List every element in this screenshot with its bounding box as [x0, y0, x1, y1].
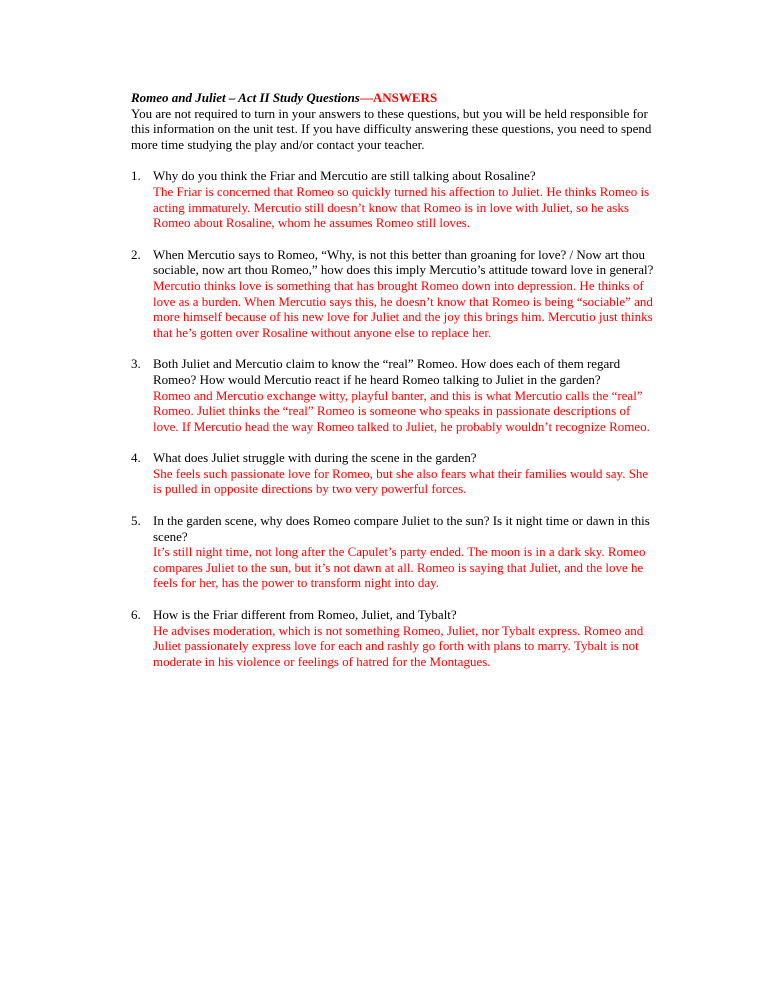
question-number: 4. — [131, 450, 141, 466]
title-answers-label: —ANSWERS — [359, 90, 438, 105]
answer-text: It’s still night time, not long after the Capulet’s party ended. The moon is in a dark sky. Romeo compares Juliet to the sun, but it’s not dawn at all. Romeo is saying that Juliet, and the love he feels for her, has the power to transform night into day. — [153, 544, 646, 591]
question-number: 1. — [131, 168, 141, 184]
question-number: 6. — [131, 607, 141, 623]
answer-text: He advises moderation, which is not something Romeo, Juliet, nor Tybalt express. Romeo and Juliet passionately express love for each and rashly go forth with plans to marry. Tybalt is not moderate in his violence or feelings of hatred for the Montagues. — [153, 622, 644, 669]
question-number: 5. — [131, 513, 141, 529]
question-text: In the garden scene, why does Romeo compare Juliet to the sun? Is it night time or dawn in this scene? — [153, 513, 650, 544]
answer-text: She feels such passionate love for Romeo, but she also fears what their families would say. She is pulled in opposite directions by two very powerful forces. — [153, 465, 649, 497]
title-book-name: Romeo and Juliet — [131, 90, 226, 105]
answer-text: Romeo and Mercutio exchange witty, playful banter, and this is what Mercutio calls the “real” Romeo. Juliet thinks the “real” Romeo is someone who speaks in passionate descriptions of love. If Mercutio head the way Romeo talked to Juliet, he probably wouldn’t recognize Romeo. — [153, 387, 650, 434]
question-text: When Mercutio says to Romeo, “Why, is not this better than groaning for love? / Now art thou sociable, now art thou Romeo,” how does this imply Mercutio’s attitude toward love in general? — [153, 246, 654, 278]
question-block-6 — [131, 607, 658, 669]
question-text: How is the Friar different from Romeo, Juliet, and Tybalt? — [153, 607, 457, 623]
question-number: 2. — [131, 246, 141, 262]
intro-paragraph: You are not required to turn in your answers to these questions, but you will be held responsible for this information on the unit test. If you have difficulty answering these questions, you need to spend more time studying the play and/or contact your teacher. — [131, 105, 652, 152]
question-block-4 — [131, 450, 658, 497]
title-rest: – Act II Study Questions — [225, 90, 360, 105]
answer-text: Mercutio thinks love is something that has brought Romeo down into depression. He thinks of love as a burden. When Mercutio says this, he doesn’t know that Romeo is being “sociable” and more himself because of his new love for Juliet and the joy this brings him. Mercutio just thinks that he’s gotten over Rosaline without anyone else to replace her. — [153, 277, 653, 340]
document-title — [131, 90, 658, 106]
question-block-2 — [131, 247, 658, 341]
question-block-1 — [131, 168, 658, 230]
question-text: What does Juliet struggle with during the scene in the garden? — [153, 450, 477, 466]
question-block-3 — [131, 356, 658, 434]
question-text: Both Juliet and Mercutio claim to know the “real” Romeo. How does each of them regard Romeo? How would Mercutio react if he heard Romeo talking to Juliet in the garden? — [153, 356, 621, 387]
answer-text: The Friar is concerned that Romeo so quickly turned his affection to Juliet. He thinks Romeo is acting immaturely. Mercutio still doesn’t know that Romeo is in love with Juliet, so he asks Romeo about Rosaline, whom he assumes Romeo still loves. — [153, 183, 650, 231]
question-block-5 — [131, 513, 658, 591]
question-text: Why do you think the Friar and Mercutio are still talking about Rosaline? — [153, 168, 536, 184]
document-page — [131, 90, 658, 685]
question-number: 3. — [131, 356, 141, 372]
